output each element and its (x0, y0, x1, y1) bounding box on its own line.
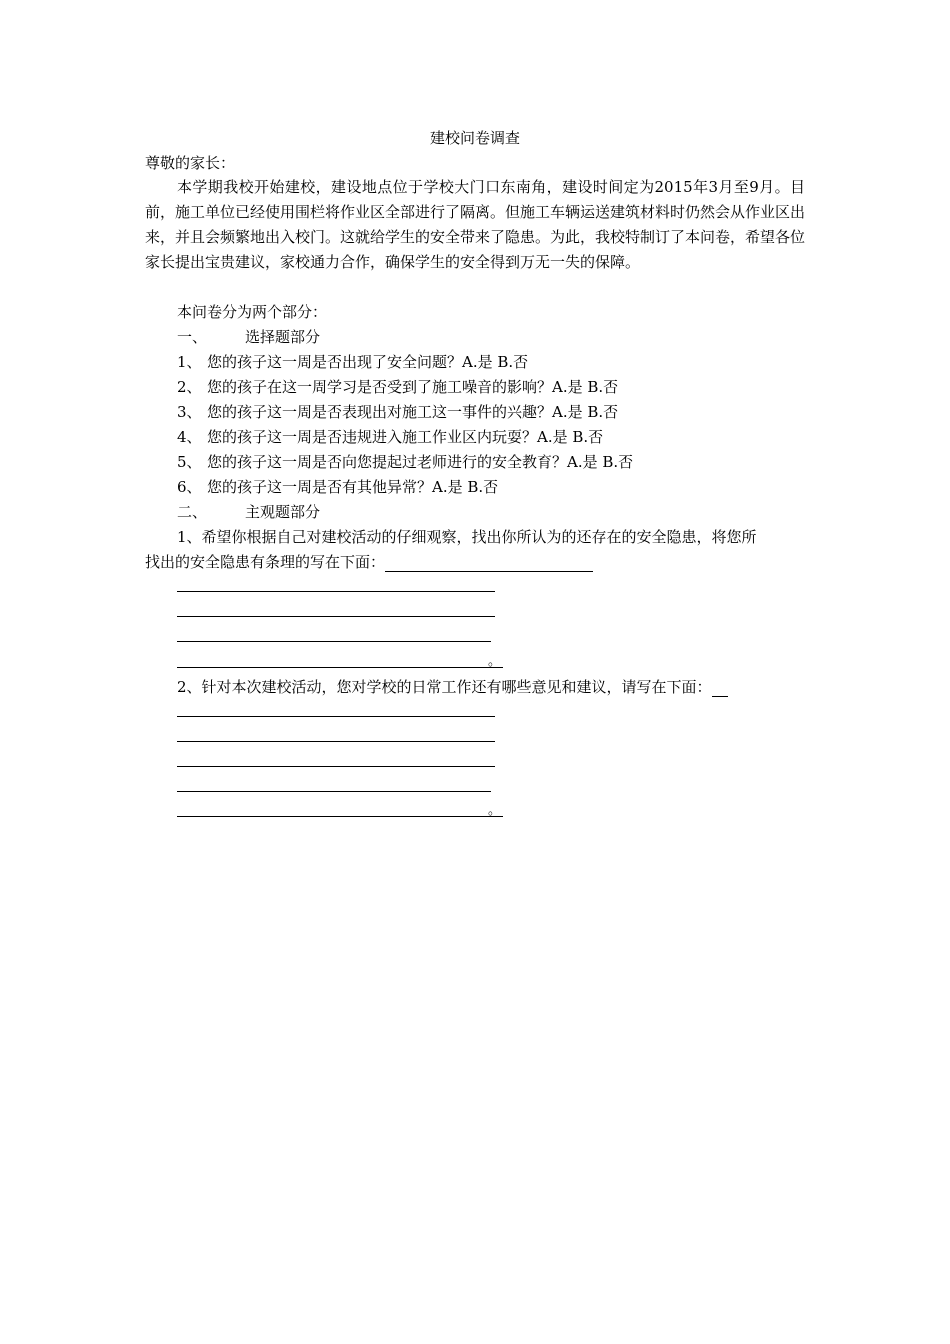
answer-line[interactable] (177, 791, 491, 792)
question-text: 您的孩子在这一周学习是否受到了施工噪音的影响？A.是 B.否 (207, 378, 619, 396)
blank-end-mark: 。 (488, 654, 502, 669)
question-5 (177, 452, 633, 472)
answer-blank-inline[interactable] (385, 553, 593, 572)
section-label: 选择题部分 (245, 328, 321, 346)
question-number: 6、 (177, 478, 202, 496)
answer-line[interactable] (177, 716, 495, 717)
question-number: 1、 (177, 353, 202, 371)
document-title: 建校问卷调查 (429, 129, 520, 147)
question-text: 您的孩子这一周是否向您提起过老师进行的安全教育？A.是 B.否 (207, 453, 634, 471)
answer-line[interactable] (177, 667, 503, 668)
open-question-1-text: 找出的安全隐患有条理的写在下面： (145, 553, 386, 571)
section-number: 二、 (177, 503, 208, 521)
question-2 (177, 377, 618, 397)
question-number: 3、 (177, 403, 202, 421)
question-1 (177, 352, 528, 372)
question-number: 2、 (177, 378, 202, 396)
section-number: 一、 (177, 328, 208, 346)
answer-line[interactable] (177, 616, 495, 617)
open-question-1-line1: 1、希望你根据自己对建校活动的仔细观察，找出你所认为的还存在的安全隐患，将您所 (177, 528, 757, 546)
question-text: 您的孩子这一周是否表现出对施工这一事件的兴趣？A.是 B.否 (207, 403, 619, 421)
question-number: 4、 (177, 428, 202, 446)
answer-line[interactable] (177, 816, 503, 817)
open-question-2 (177, 677, 837, 697)
answer-line[interactable] (177, 641, 491, 642)
open-question-2-text: 2、针对本次建校活动，您对学校的日常工作还有哪些意见和建议，请写在下面： (177, 678, 712, 696)
question-text: 您的孩子这一周是否违规进入施工作业区内玩耍？A.是 B.否 (207, 428, 604, 446)
answer-line[interactable] (177, 766, 495, 767)
question-4 (177, 427, 603, 447)
section-label: 主观题部分 (245, 503, 321, 521)
answer-line[interactable] (177, 591, 495, 592)
parts-intro: 本问卷分为两个部分： (177, 303, 328, 321)
question-text: 您的孩子这一周是否出现了安全问题？A.是 B.否 (207, 353, 529, 371)
question-number: 5、 (177, 453, 202, 471)
answer-blank-inline[interactable] (712, 678, 728, 697)
section-open-heading (177, 502, 320, 522)
intro-paragraph: 本学期我校开始建校，建设地点位于学校大门口东南角，建设时间定为2015年3月至9月。目前，施工单位已经使用围栏将作业区全部进行了隔离。但施工车辆运送建筑材料时仍然会从作业区出来，并且会频繁地出入校门。这就给学生的安全带来了隐患。为此，我校特制订了本问卷，希望各位家长提出宝贵建议，家校通力合作，确保学生的安全得到万无一失的保障。 (145, 178, 806, 271)
question-3 (177, 402, 618, 422)
blank-end-mark: 。 (488, 803, 502, 818)
question-6 (177, 477, 498, 497)
answer-line[interactable] (177, 741, 495, 742)
section-choice-heading (177, 327, 320, 347)
open-question-1-line2 (145, 552, 805, 572)
question-text: 您的孩子这一周是否有其他异常？A.是 B.否 (207, 478, 499, 496)
greeting: 尊敬的家长： (145, 154, 236, 172)
